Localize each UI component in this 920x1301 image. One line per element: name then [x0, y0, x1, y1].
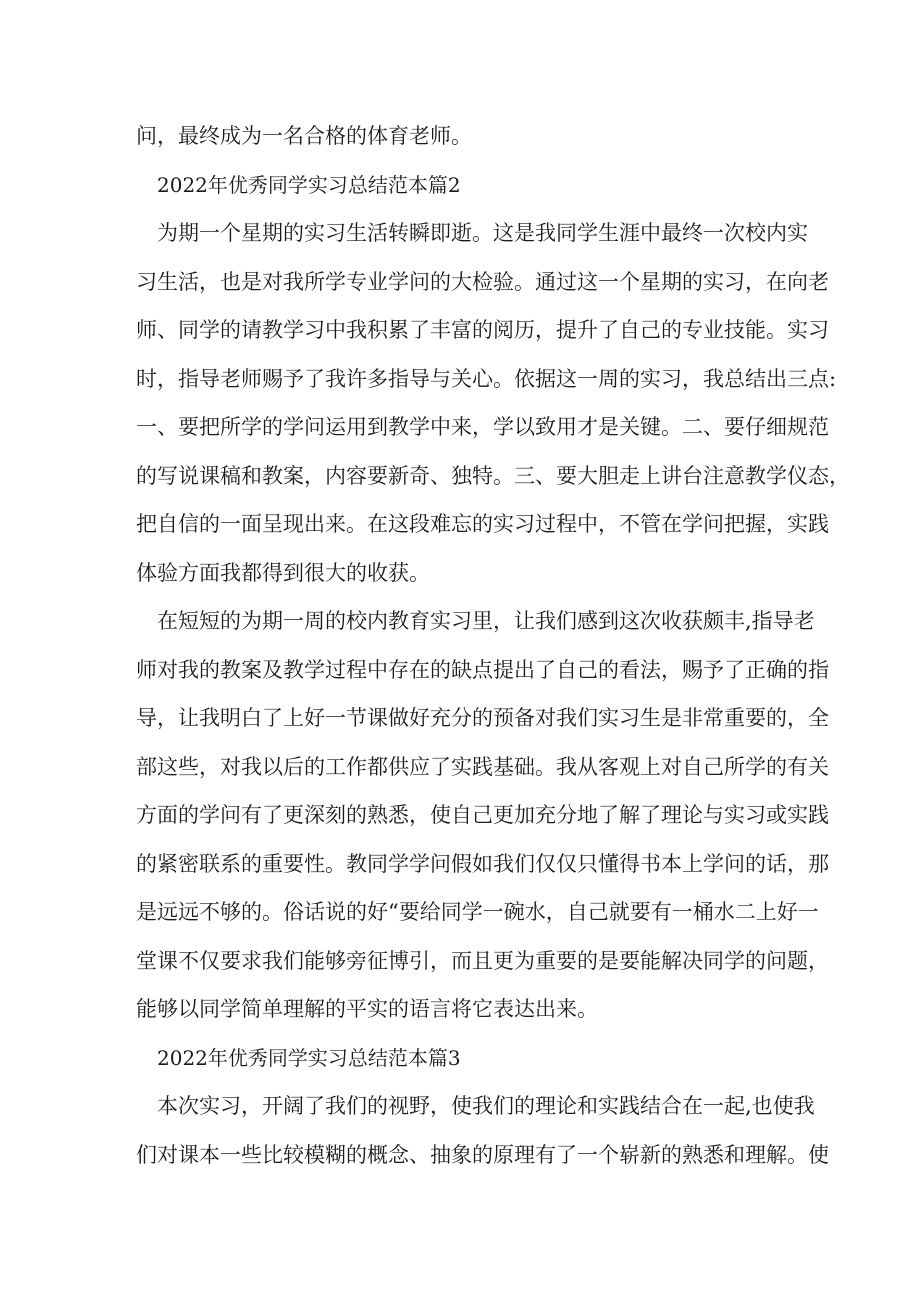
text-line: 在短短的为期一周的校内教育实习里，让我们感到这次收获颇丰,指导老: [157, 609, 815, 633]
text-line: 堂课不仅要求我们能够旁征博引，而且更为重要的是要能解决同学的问题，: [136, 948, 829, 973]
text-line: 能够以同学简单理解的平实的语言将它表达出来。: [136, 997, 598, 1021]
text-line: 把自信的一面呈现出来。在这段难忘的实习过程中，不管在学问把握，实践: [136, 512, 829, 536]
text-line: 是远远不够的。俗话说的好“要给同学一碗水，自己就要有一桶水二上好一: [136, 900, 819, 924]
document-body: [136, 112, 850, 1179]
text-line: 一、要把所学的学问运用到教学中来，学以致用才是关键。二、要仔细规范: [136, 415, 829, 439]
text-line: 师、同学的请教学习中我积累了丰富的阅历，提升了自己的专业技能。实习: [136, 318, 829, 342]
text-line: 习生活，也是对我所学专业学问的大检验。通过这一个星期的实习，在向老: [136, 269, 829, 294]
section-heading: 2022年优秀同学实习总结范本篇3: [157, 1045, 461, 1070]
section-heading: 2022年优秀同学实习总结范本篇2: [157, 172, 461, 197]
text-line: 的紧密联系的重要性。教同学学问假如我们仅仅只懂得书本上学问的话，那: [136, 851, 829, 876]
text-line: 本次实习，开阔了我们的视野，使我们的理论和实践结合在一起,也使我: [157, 1094, 815, 1118]
text-line: 师对我的教案及教学过程中存在的缺点提出了自己的看法，赐予了正确的指: [136, 657, 829, 682]
text-line: 问，最终成为一名合格的体育老师。: [136, 124, 472, 148]
text-line: 们对课本一些比较模糊的概念、抽象的原理有了一个崭新的熟悉和理解。使: [136, 1142, 829, 1167]
text-line: 的写说课稿和教案，内容要新奇、独特。三、要大胆走上讲台注意教学仪态，: [136, 463, 850, 488]
text-line: 导，让我明白了上好一节课做好充分的预备对我们实习生是非常重要的，全: [136, 706, 829, 730]
text-line: 部这些，对我以后的工作都供应了实践基础。我从客观上对自己所学的有关: [136, 754, 829, 779]
text-line: 体验方面我都得到很大的收获。: [136, 560, 430, 585]
text-line: 时，指导老师赐予了我许多指导与关心。依据这一周的实习，我总结出三点:: [136, 366, 837, 391]
text-line: 方面的学问有了更深刻的熟悉，使自己更加充分地了解了理论与实习或实践: [136, 803, 829, 827]
text-line: 为期一个星期的实习生活转瞬即逝。这是我同学生涯中最终一次校内实: [157, 221, 808, 245]
